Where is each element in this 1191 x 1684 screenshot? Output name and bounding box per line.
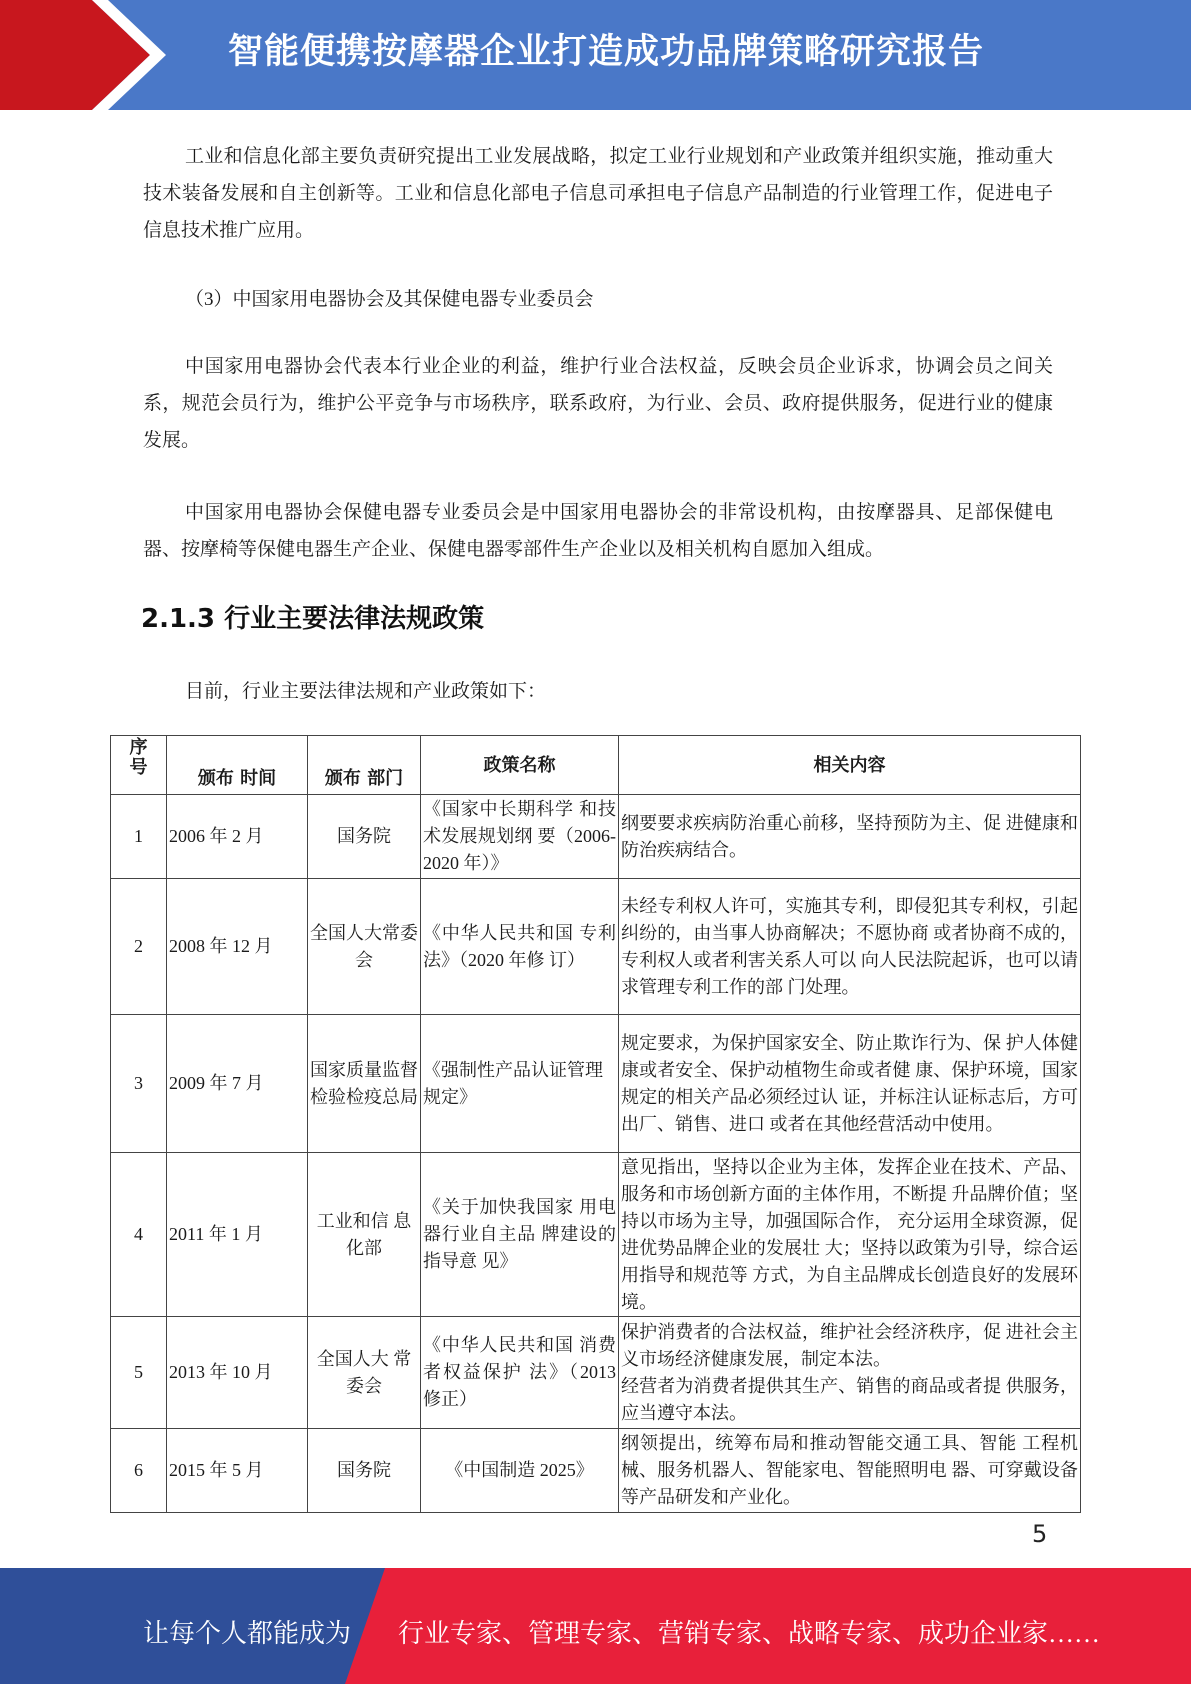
- cell-no: 3: [111, 1015, 167, 1153]
- table-row: [111, 1153, 1081, 1317]
- cell-dept: 国务院: [308, 795, 421, 879]
- cell-content: 规定要求，为保护国家安全、防止欺诈行为、保 护人体健康或者安全、保护动植物生命或者健 康、保护环境，国家规定的相关产品必须经过认 证，并标注认证标志后，方可出厂、销售、进口 或者在其他经营活动中使用。: [619, 1015, 1081, 1153]
- cell-policy-name: 《国家中长期科学 和技术发展规划纲 要（2006-2020 年）》: [421, 795, 619, 879]
- cell-date: 2009 年 7 月: [167, 1015, 308, 1153]
- header-dept: 颁布 部门: [308, 736, 421, 795]
- cell-content: 保护消费者的合法权益，维护社会经济秩序，促 进社会主义市场经济健康发展，制定本法。 经营者为消费者提供其生产、销售的商品或者提 供服务，应当遵守本法。: [619, 1317, 1081, 1429]
- cell-date: 2013 年 10 月: [167, 1317, 308, 1429]
- cell-content: 纲领提出，统筹布局和推动智能交通工具、智能 工程机械、服务机器人、智能家电、智能照明电 器、可穿戴设备等产品研发和产业化。: [619, 1429, 1081, 1513]
- table-row: [111, 1317, 1081, 1429]
- table-row: [111, 879, 1081, 1015]
- footer-slogan-left: 让每个人都能成为: [143, 1619, 352, 1648]
- table-row: [111, 795, 1081, 879]
- cell-dept: 工业和信 息化部: [308, 1153, 421, 1317]
- cell-no: 6: [111, 1429, 167, 1513]
- table-intro: 目前，行业主要法律法规和产业政策如下：: [185, 681, 547, 702]
- paragraph-miit: 工业和信息化部主要负责研究提出工业发展战略，拟定工业行业规划和产业政策并组织实施，推动重大技术装备发展和自主创新等。工业和信息化部电子信息司承担电子信息产品制造的行业管理工作，促进电子信息技术推广应用。: [143, 146, 1053, 241]
- paragraph-committee: 中国家用电器协会保健电器专业委员会是中国家用电器协会的非常设机构，由按摩器具、足部保健电器、按摩椅等保健电器生产企业、保健电器零部件生产企业以及相关机构自愿加入组成。: [143, 502, 1053, 560]
- cell-no: 4: [111, 1153, 167, 1317]
- page-footer: [0, 1568, 1191, 1684]
- page-header: [0, 0, 1191, 110]
- section-title: 2.1.3 行业主要法律法规政策: [141, 604, 485, 634]
- header-policy-name: 政策名称: [421, 736, 619, 795]
- header-content: 相关内容: [619, 736, 1081, 795]
- cell-date: 2015 年 5 月: [167, 1429, 308, 1513]
- cell-no: 1: [111, 795, 167, 879]
- cell-date: 2008 年 12 月: [167, 879, 308, 1015]
- header-date: 颁布 时间: [167, 736, 308, 795]
- cell-policy-name: 《中华人民共和国 专利法》（2020 年修 订）: [421, 879, 619, 1015]
- cell-policy-name: 《强制性产品认证管理规定》: [421, 1015, 619, 1153]
- report-title: 智能便携按摩器企业打造成功品牌策略研究报告: [228, 32, 985, 72]
- cell-policy-name: 《中国制造 2025》: [421, 1429, 619, 1513]
- table-row: [111, 1429, 1081, 1513]
- cell-dept: 全国人大 常委会: [308, 1317, 421, 1429]
- paragraph-association: 中国家用电器协会代表本行业企业的利益，维护行业合法权益，反映会员企业诉求，协调会员之间关系，规范会员行为，维护公平竞争与市场秩序，联系政府，为行业、会员、政府提供服务，促进行业的健康发展。: [143, 356, 1053, 451]
- cell-date: 2006 年 2 月: [167, 795, 308, 879]
- footer-slogan-right: 行业专家、管理专家、营销专家、战略专家、成功企业家……: [398, 1619, 1101, 1648]
- cell-content: 未经专利权人许可，实施其专利，即侵犯其专利权，引起纠纷的，由当事人协商解决；不愿协商 或者协商不成的，专利权人或者利害关系人可以 向人民法院起诉，也可以请求管理专利工作的部 门处理。: [619, 879, 1081, 1015]
- table-row: [111, 1015, 1081, 1153]
- cell-policy-name: 《关于加快我国家 用电器行业自主品 牌建设的指导意 见》: [421, 1153, 619, 1317]
- cell-content: 意见指出，坚持以企业为主体，发挥企业在技术、产品、服务和市场创新方面的主体作用，不断提 升品牌价值；坚持以市场为主导，加强国际合作， 充分运用全球资源，促进优势品牌企业的发展壮 大；坚持以政策为引导，综合运用指导和规范等 方式，为自主品牌成长创造良好的发展环境。: [619, 1153, 1081, 1317]
- subheading-association: （3）中国家用电器协会及其保健电器专业委员会: [185, 289, 594, 310]
- policy-table: [110, 735, 1081, 1513]
- table-header-row: [111, 736, 1081, 795]
- cell-content: 纲要要求疾病防治重心前移，坚持预防为主、促 进健康和防治疾病结合。: [619, 795, 1081, 879]
- page-number: 5: [1032, 1520, 1048, 1548]
- cell-policy-name: 《中华人民共和国 消费者权益保护 法》（2013 修正）: [421, 1317, 619, 1429]
- cell-no: 2: [111, 879, 167, 1015]
- cell-date: 2011 年 1 月: [167, 1153, 308, 1317]
- cell-dept: 国家质量监督检验检疫总局: [308, 1015, 421, 1153]
- header-no: 序号: [111, 736, 167, 795]
- cell-no: 5: [111, 1317, 167, 1429]
- cell-dept: 国务院: [308, 1429, 421, 1513]
- cell-dept: 全国人大常委会: [308, 879, 421, 1015]
